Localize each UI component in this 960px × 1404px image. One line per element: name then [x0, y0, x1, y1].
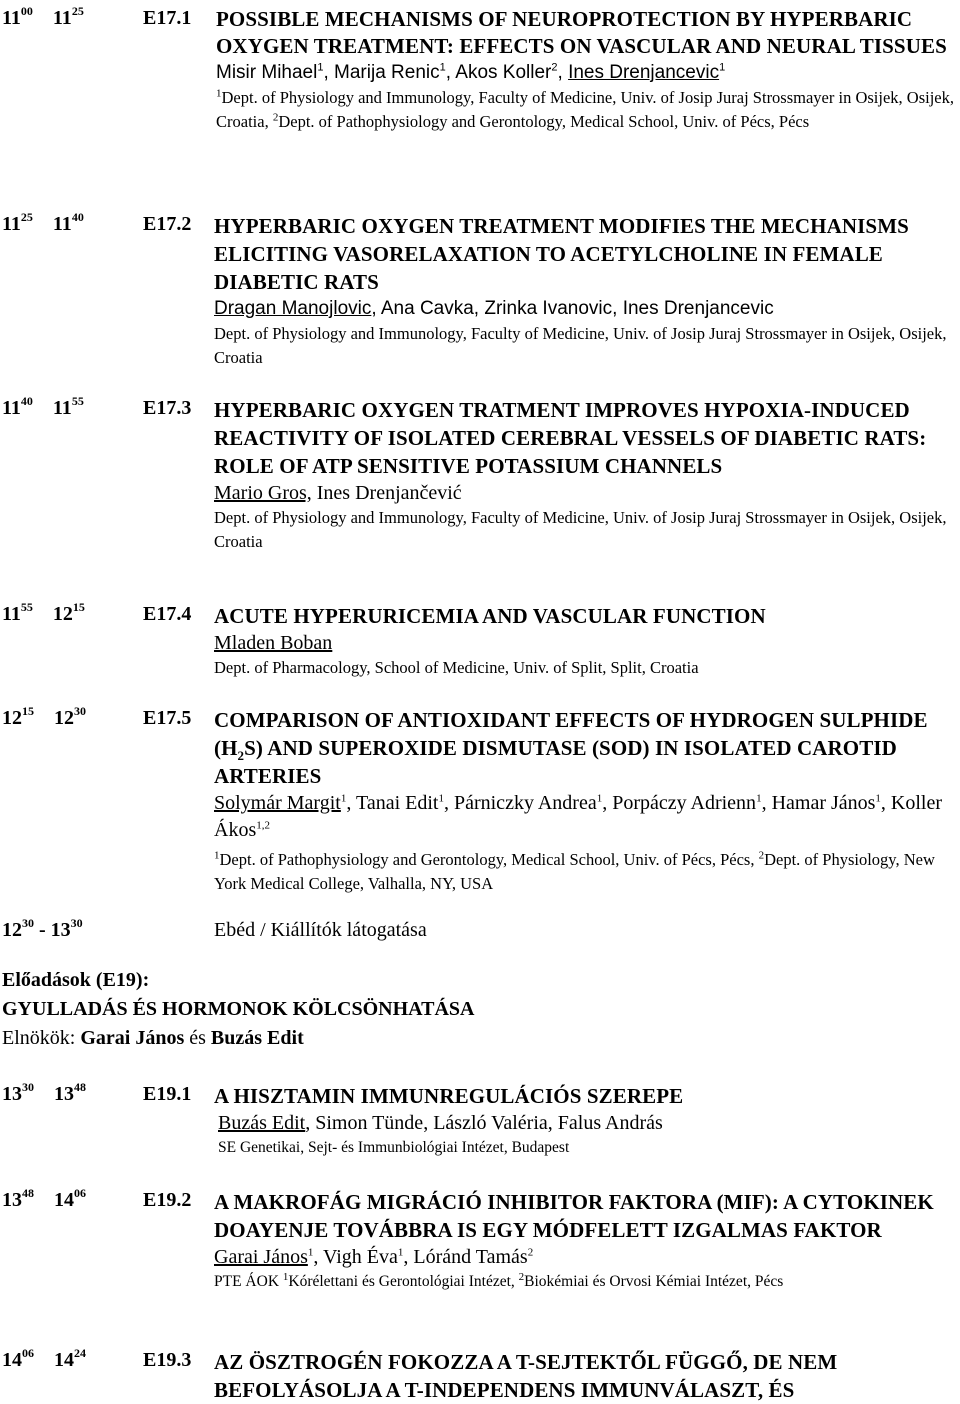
session-heading: Előadások (E19):: [2, 969, 150, 991]
abstract-authors: Dragan Manojlovic, Ana Cavka, Zrinka Ivanovic, Ines Drenjancevic: [214, 298, 774, 319]
time-slot: $13^{30}$ $13^{48}$: [2, 1080, 86, 1105]
time-slot: $14^{06}$ $14^{24}$: [2, 1346, 86, 1371]
abstract-authors: Misir Mihael$^1$, Marija Renic$^1$, Akos Koller$^2$, Ines Drenjancevic$^1$: [216, 61, 726, 83]
session-header: [2, 966, 952, 1053]
abstract-title: COMPARISON OF ANTIOXIDANT EFFECTS OF HYDROGEN SULPHIDE $(H_2S)$ AND SUPEROXIDE DISMUTASE (SOD) IN ISOLATED CAROTID ARTERIES: [214, 708, 928, 788]
session-chairs: Elnökök: Garai János és Buzás Edit: [2, 1027, 304, 1049]
presenting-author: Solymár Margit: [214, 792, 341, 814]
abstract-title: HYPERBARIC OXYGEN TRATMENT IMPROVES HYPOXIA-INDUCED REACTIVITY OF ISOLATED CEREBRAL VESSELS OF DIABETIC RATS: ROLE OF ATP SENSITIVE POTASSIUM CHANNELS: [214, 398, 927, 478]
abstract-title: A HISZTAMIN IMMUNREGULÁCIÓS SZEREPE: [214, 1084, 684, 1108]
presenting-author: Dragan Manojlovic: [214, 298, 372, 319]
abstract-affiliation: Dept. of Pharmacology, School of Medicine, Univ. of Split, Split, Croatia: [214, 658, 699, 677]
abstract-affiliation: $^1$Dept. of Pathophysiology and Gerontology, Medical School, Univ. of Pécs, Pécs, $^2$Dept. of Physiology, New York Medical College, Valhalla, NY, USA: [214, 849, 935, 893]
abstract-title: ACUTE HYPERURICEMIA AND VASCULAR FUNCTION: [214, 604, 766, 628]
abstract-authors: Mario Gros, Ines Drenjančević: [214, 482, 462, 504]
abstract-title: HYPERBARIC OXYGEN TREATMENT MODIFIES THE MECHANISMS ELICITING VASORELAXATION TO ACETYLCHOLINE IN FEMALE DIABETIC RATS: [214, 214, 909, 294]
presenting-author: Buzás Edit: [218, 1112, 306, 1134]
presenting-author: Garai János: [214, 1246, 308, 1268]
abstract-affiliation: PTE ÁOK $^1$Kórélettani és Gerontológiai Intézet, $^2$Biokémiai és Orvosi Kémiai Intézet, Pécs: [214, 1270, 784, 1290]
abstract-affiliation: $^1$Dept. of Physiology and Immunology, Faculty of Medicine, Univ. of Josip Juraj Strossmayer in Osijek, Osijek, Croatia, $^2$Dept. of Pathophysiology and Gerontology, Medical School, Univ. of Pécs, Pécs: [216, 87, 954, 131]
abstract-code: E17.5: [143, 707, 192, 729]
abstract-code: E17.4: [143, 603, 192, 625]
time-slot: $12^{15}$ $12^{30}$: [2, 704, 86, 729]
time-slot: $11^{55}$ $12^{15}$: [2, 600, 85, 625]
abstract-code: E19.2: [143, 1189, 192, 1211]
abstract-code: E19.1: [143, 1083, 192, 1105]
presenting-author: Ines Drenjancevic: [568, 62, 720, 83]
presenting-author: Mario Gros,: [214, 482, 312, 504]
time-slot: $11^{40}$ $11^{55}$: [2, 394, 84, 419]
lunch-label: Ebéd / Kiállítók látogatása: [214, 919, 427, 941]
abstract-affiliation: Dept. of Physiology and Immunology, Faculty of Medicine, Univ. of Josip Juraj Strossmayer in Osijek, Osijek, Croatia: [214, 508, 947, 551]
abstract-code: E17.2: [143, 213, 192, 235]
time-slot: $12^{30} - 13^{30}$: [2, 916, 83, 941]
abstract-authors: [214, 630, 960, 656]
abstract-authors: Garai János$^1$, Vigh Éva$^1$, Lóránd Tamás$^2$: [214, 1246, 534, 1268]
abstract-authors: Solymár Margit$^1$, Tanai Edit$^1$, Párniczky Andrea$^1$, Porpáczy Adrienn$^1$, Hamar János$^1$, Koller Ákos$^{1,2}$: [214, 792, 943, 841]
time-slot: $11^{25}$ $11^{40}$: [2, 210, 84, 235]
abstract-title: A MAKROFÁG MIGRÁCIÓ INHIBITOR FAKTORA (MIF): A CYTOKINEK DOAYENJE TOVÁBBRA IS EGY MÓDFELETT IZGALMAS FAKTOR: [214, 1190, 934, 1242]
presenting-author: Mladen Boban: [214, 632, 333, 654]
session-title: GYULLADÁS ÉS HORMONOK KÖLCSÖNHATÁSA: [2, 998, 475, 1020]
abstract-code: E17.3: [143, 397, 192, 419]
abstract-code: E17.1: [143, 7, 192, 29]
abstract-authors: Buzás Edit, Simon Tünde, László Valéria, Falus András: [218, 1112, 663, 1134]
abstract-title: AZ ÖSZTROGÉN FOKOZZA A T-SEJTEKTŐL FÜGGŐ, DE NEM BEFOLYÁSOLJA A T-INDEPENDENS IMMUNVÁLASZT, ÉS: [214, 1350, 838, 1402]
abstract-title: POSSIBLE MECHANISMS OF NEUROPROTECTION BY HYPERBARIC OXYGEN TREATMENT: EFFECTS ON VASCULAR AND NEURAL TISSUES: [216, 7, 947, 58]
abstract-code: E19.3: [143, 1349, 192, 1371]
abstract-affiliation: SE Genetikai, Sejt- és Immunbiológiai Intézet, Budapest: [218, 1139, 570, 1156]
time-slot: $13^{48}$ $14^{06}$: [2, 1186, 86, 1211]
abstract-affiliation: Dept. of Physiology and Immunology, Faculty of Medicine, Univ. of Josip Juraj Strossmayer in Osijek, Osijek, Croatia: [214, 324, 947, 367]
time-slot: $11^{00}$ $11^{25}$: [2, 4, 84, 29]
